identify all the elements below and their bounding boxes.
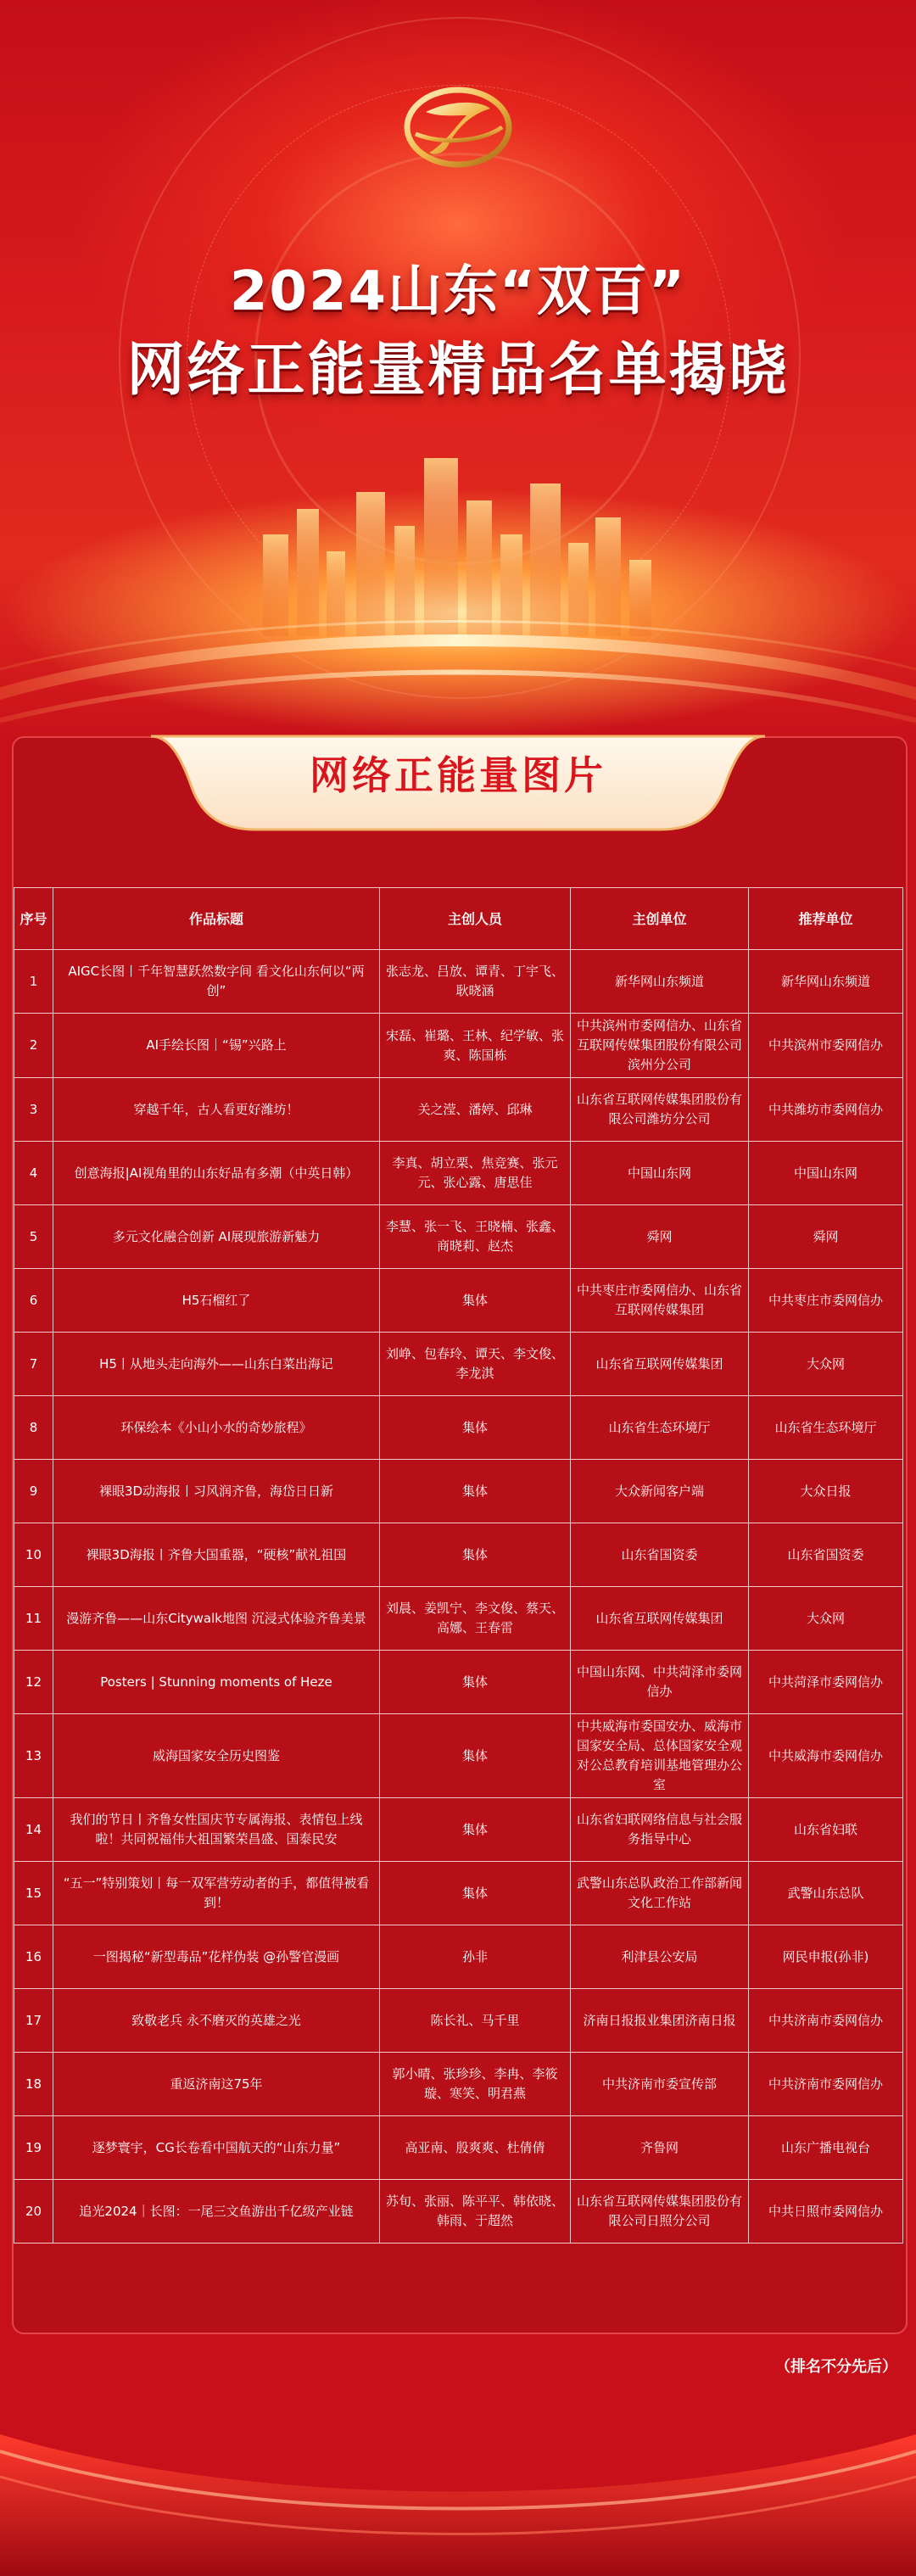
work-title: Posters | Stunning moments of Heze xyxy=(53,1651,380,1714)
creator-unit: 新华网山东频道 xyxy=(571,950,749,1014)
creators: 高亚南、殷爽爽、杜倩倩 xyxy=(380,2116,571,2180)
page-title-line1: 2024山东“双百” xyxy=(229,260,687,323)
column-header-index: 序号 xyxy=(14,888,53,950)
row-index: 2 xyxy=(14,1014,53,1078)
table-row xyxy=(14,2053,903,2116)
recommending-unit: 大众网 xyxy=(749,1587,903,1651)
row-index: 14 xyxy=(14,1798,53,1862)
table-row xyxy=(14,2180,903,2244)
table-row xyxy=(14,1925,903,1989)
creator-unit: 济南日报报业集团济南日报 xyxy=(571,1989,749,2053)
column-header-creators: 主创人员 xyxy=(380,888,571,950)
table-row xyxy=(14,1142,903,1205)
page-title-line2: 网络正能量精品名单揭晓 xyxy=(126,337,790,404)
work-title: 漫游齐鲁——山东Citywalk地图 沉浸式体验齐鲁美景 xyxy=(53,1587,380,1651)
work-title: 一图揭秘“新型毒品”花样伪装 @孙警官漫画 xyxy=(53,1925,380,1989)
table-row xyxy=(14,950,903,1014)
creators: 集体 xyxy=(380,1651,571,1714)
creators: 陈长礼、马千里 xyxy=(380,1989,571,2053)
recommending-unit: 中共济南市委网信办 xyxy=(749,1989,903,2053)
table-row xyxy=(14,1798,903,1862)
row-index: 20 xyxy=(14,2180,53,2244)
recommending-unit: 中共威海市委网信办 xyxy=(749,1714,903,1798)
row-index: 10 xyxy=(14,1523,53,1587)
work-title: 创意海报|AI视角里的山东好品有多潮（中英日韩） xyxy=(53,1142,380,1205)
work-title: “五一”特别策划丨每一双军营劳动者的手，都值得被看到！ xyxy=(53,1862,380,1925)
row-index: 6 xyxy=(14,1269,53,1333)
recommending-unit: 舜网 xyxy=(749,1205,903,1269)
creators: 集体 xyxy=(380,1523,571,1587)
table-row xyxy=(14,1587,903,1651)
section-title: 网络正能量图片 xyxy=(310,752,606,798)
row-index: 19 xyxy=(14,2116,53,2180)
recommending-unit: 山东省生态环境厅 xyxy=(749,1396,903,1460)
recommending-unit: 山东省国资委 xyxy=(749,1523,903,1587)
row-index: 15 xyxy=(14,1862,53,1925)
row-index: 8 xyxy=(14,1396,53,1460)
creators: 集体 xyxy=(380,1798,571,1862)
work-title: AIGC长图丨千年智慧跃然数字间 看文化山东何以“两创” xyxy=(53,950,380,1014)
work-title: AI手绘长图｜“锡”兴路上 xyxy=(53,1014,380,1078)
creators: 集体 xyxy=(380,1862,571,1925)
creators: 李真、胡立栗、焦竞赛、张元元、张心露、唐思佳 xyxy=(380,1142,571,1205)
work-title: 重返济南这75年 xyxy=(53,2053,380,2116)
creator-unit: 齐鲁网 xyxy=(571,2116,749,2180)
row-index: 11 xyxy=(14,1587,53,1651)
work-title: 穿越千年，古人看更好潍坊！ xyxy=(53,1078,380,1142)
footer-ribbon-graphic xyxy=(0,2383,916,2576)
creator-unit: 中国山东网 xyxy=(571,1142,749,1205)
creator-unit: 山东省互联网传媒集团 xyxy=(571,1587,749,1651)
table-row xyxy=(14,1205,903,1269)
row-index: 18 xyxy=(14,2053,53,2116)
table-header-row xyxy=(14,888,903,950)
table-row xyxy=(14,1714,903,1798)
creators: 刘峥、包春玲、谭天、李文俊、李龙淇 xyxy=(380,1333,571,1396)
recommending-unit: 中共菏泽市委网信办 xyxy=(749,1651,903,1714)
work-title: 我们的节日丨齐鲁女性国庆节专属海报、表情包上线啦！共同祝福伟大祖国繁荣昌盛、国泰民安 xyxy=(53,1798,380,1862)
table-row xyxy=(14,1862,903,1925)
creators: 宋磊、崔璐、王林、纪学敏、张爽、陈国栋 xyxy=(380,1014,571,1078)
row-index: 7 xyxy=(14,1333,53,1396)
table-row xyxy=(14,2116,903,2180)
recommending-unit: 中共枣庄市委网信办 xyxy=(749,1269,903,1333)
work-title: 逐梦寰宇，CG长卷看中国航天的“山东力量” xyxy=(53,2116,380,2180)
row-index: 9 xyxy=(14,1460,53,1523)
row-index: 16 xyxy=(14,1925,53,1989)
work-title: H5石榴红了 xyxy=(53,1269,380,1333)
row-index: 12 xyxy=(14,1651,53,1714)
recommending-unit: 中共济南市委网信办 xyxy=(749,2053,903,2116)
work-title: 环保绘本《小山小水的奇妙旅程》 xyxy=(53,1396,380,1460)
creators: 集体 xyxy=(380,1460,571,1523)
work-title: 致敬老兵 永不磨灭的英雄之光 xyxy=(53,1989,380,2053)
creator-unit: 中共济南市委宣传部 xyxy=(571,2053,749,2116)
table-row xyxy=(14,1014,903,1078)
creators: 刘晨、姜凯宁、李文俊、蔡天、高娜、王春雷 xyxy=(380,1587,571,1651)
table-row xyxy=(14,1269,903,1333)
recommending-unit: 中共潍坊市委网信办 xyxy=(749,1078,903,1142)
row-index: 5 xyxy=(14,1205,53,1269)
creators: 集体 xyxy=(380,1396,571,1460)
creator-unit: 中共威海市委国安办、威海市国家安全局、总体国家安全观对公总教育培训基地管理办公室 xyxy=(571,1714,749,1798)
work-title: 多元文化融合创新 AI展现旅游新魅力 xyxy=(53,1205,380,1269)
column-header-creator-unit: 主创单位 xyxy=(571,888,749,950)
creator-unit: 利津县公安局 xyxy=(571,1925,749,1989)
creators: 苏旬、张丽、陈平平、韩依晓、韩雨、于超然 xyxy=(380,2180,571,2244)
table-row xyxy=(14,1989,903,2053)
table-row xyxy=(14,1523,903,1587)
creator-unit: 山东省互联网传媒集团股份有限公司潍坊分公司 xyxy=(571,1078,749,1142)
row-index: 17 xyxy=(14,1989,53,2053)
recommending-unit: 新华网山东频道 xyxy=(749,950,903,1014)
recommending-unit: 大众网 xyxy=(749,1333,903,1396)
creators: 集体 xyxy=(380,1269,571,1333)
column-header-recommender: 推荐单位 xyxy=(749,888,903,950)
recommending-unit: 中共滨州市委网信办 xyxy=(749,1014,903,1078)
creators: 孙非 xyxy=(380,1925,571,1989)
emblem-logo-icon xyxy=(399,75,517,176)
table-row xyxy=(14,1333,903,1396)
creator-unit: 山东省国资委 xyxy=(571,1523,749,1587)
work-title: 裸眼3D动海报丨习风润齐鲁，海岱日日新 xyxy=(53,1460,380,1523)
row-index: 13 xyxy=(14,1714,53,1798)
creator-unit: 山东省互联网传媒集团股份有限公司日照分公司 xyxy=(571,2180,749,2244)
work-title: 裸眼3D海报丨齐鲁大国重器，“硬核”献礼祖国 xyxy=(53,1523,380,1587)
creator-unit: 大众新闻客户端 xyxy=(571,1460,749,1523)
table-row xyxy=(14,1396,903,1460)
creators: 李慧、张一飞、王晓楠、张鑫、商晓莉、赵杰 xyxy=(380,1205,571,1269)
recommending-unit: 中共日照市委网信办 xyxy=(749,2180,903,2244)
recommending-unit: 大众日报 xyxy=(749,1460,903,1523)
recommending-unit: 山东省妇联 xyxy=(749,1798,903,1862)
creator-unit: 中国山东网、中共菏泽市委网信办 xyxy=(571,1651,749,1714)
recommending-unit: 武警山东总队 xyxy=(749,1862,903,1925)
works-table xyxy=(14,887,903,2244)
recommending-unit: 中国山东网 xyxy=(749,1142,903,1205)
row-index: 3 xyxy=(14,1078,53,1142)
creator-unit: 山东省生态环境厅 xyxy=(571,1396,749,1460)
creator-unit: 山东省妇联网络信息与社会服务指导中心 xyxy=(571,1798,749,1862)
hero-banner xyxy=(0,0,916,746)
work-title: 追光2024｜长图：一尾三文鱼游出千亿级产业链 xyxy=(53,2180,380,2244)
recommending-unit: 山东广播电视台 xyxy=(749,2116,903,2180)
work-title: 威海国家安全历史图鉴 xyxy=(53,1714,380,1798)
creators: 张志龙、吕放、谭青、丁宇飞、耿晓涵 xyxy=(380,950,571,1014)
creators: 集体 xyxy=(380,1714,571,1798)
work-title: H5丨从地头走向海外——山东白菜出海记 xyxy=(53,1333,380,1396)
row-index: 1 xyxy=(14,950,53,1014)
creators: 关之滢、潘婷、邱琳 xyxy=(380,1078,571,1142)
recommending-unit: 网民申报(孙非) xyxy=(749,1925,903,1989)
table-row xyxy=(14,1078,903,1142)
creator-unit: 中共滨州市委网信办、山东省互联网传媒集团股份有限公司滨州分公司 xyxy=(571,1014,749,1078)
ranking-footnote: （排名不分先后） xyxy=(775,2358,897,2376)
creator-unit: 舜网 xyxy=(571,1205,749,1269)
creator-unit: 中共枣庄市委网信办、山东省互联网传媒集团 xyxy=(571,1269,749,1333)
table-row xyxy=(14,1460,903,1523)
column-header-title: 作品标题 xyxy=(53,888,380,950)
creators: 郭小晴、张珍珍、李冉、李筱璇、寒笑、明君燕 xyxy=(380,2053,571,2116)
row-index: 4 xyxy=(14,1142,53,1205)
creator-unit: 山东省互联网传媒集团 xyxy=(571,1333,749,1396)
creator-unit: 武警山东总队政治工作部新闻文化工作站 xyxy=(571,1862,749,1925)
table-row xyxy=(14,1651,903,1714)
